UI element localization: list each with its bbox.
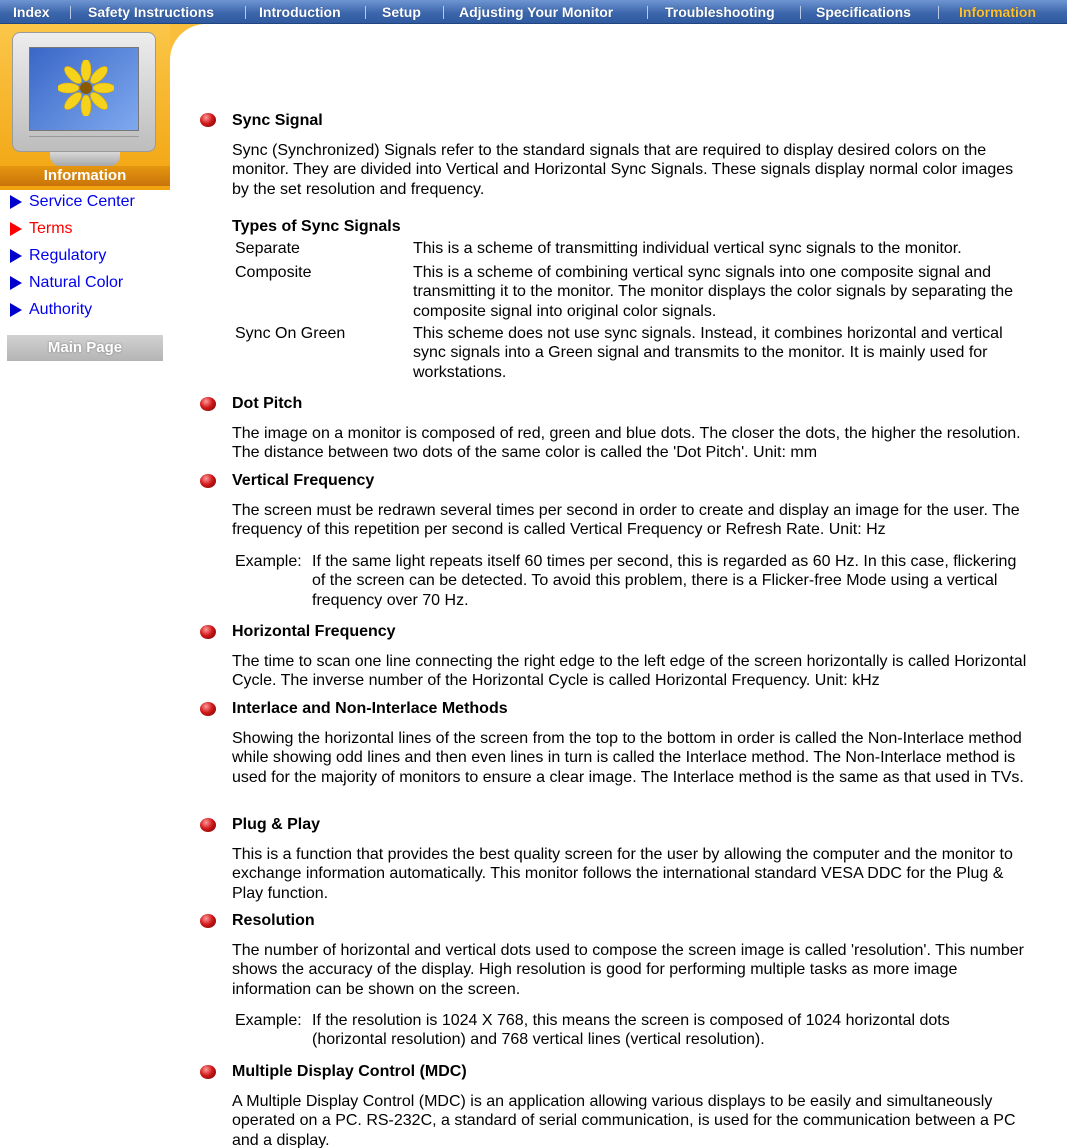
bullet-icon bbox=[200, 397, 216, 411]
section-text-vertical-frequency: The screen must be redrawn several times per second in order to create and display an image for the user. The frequency of this repetition per second is called Vertical Frequency or Refresh Rate. Unit: Hz bbox=[232, 502, 1020, 539]
nav-introduction[interactable]: Introduction bbox=[259, 4, 341, 20]
bullet-icon bbox=[200, 914, 216, 928]
section-text-sync-signal: Sync (Synchronized) Signals refer to the standard signals that are required to display desired colors on the monitor. They are divided into Vertical and Horizontal Sync Signals. These signals display normal color images by the set resolution and frequency. bbox=[232, 142, 1014, 198]
sidebar-item-label: Service Center bbox=[29, 193, 135, 210]
nav-adjusting-your-monitor[interactable]: Adjusting Your Monitor bbox=[459, 4, 614, 20]
nav-troubleshooting[interactable]: Troubleshooting bbox=[665, 4, 775, 20]
main-page-button[interactable]: Main Page bbox=[7, 335, 163, 361]
section-text-horizontal-frequency: The time to scan one line connecting the right edge to the left edge of the screen horizontally is called Horizontal Cycle. The inverse number of the Horizontal Cycle is called Horizontal Frequency. Unit: kHz bbox=[232, 653, 1027, 690]
sidebar-item-label: Natural Color bbox=[29, 274, 124, 291]
section-text-dot-pitch: The image on a monitor is composed of red, green and blue dots. The closer the dots, the higher the resolution. The distance between two dots of the same color is called the 'Dot Pitch'. Unit: mm bbox=[232, 425, 1021, 462]
example-text-vertical-frequency: If the same light repeats itself 60 times per second, this is regarded as 60 Hz. In this case, flickering of the screen can be detected. To avoid this problem, there is a Flicker-free Mode using a vertical frequency over 70 Hz. bbox=[312, 553, 1017, 609]
bullet-icon bbox=[200, 625, 216, 639]
sidebar-item-label: Terms bbox=[29, 220, 73, 237]
sync-type-name: Sync On Green bbox=[235, 325, 346, 342]
sidebar-section-label: Information bbox=[0, 166, 170, 186]
bullet-icon bbox=[200, 1065, 216, 1079]
bullet-icon bbox=[200, 818, 216, 832]
example-label: Example: bbox=[235, 1012, 302, 1029]
section-title-plug-and-play: Plug & Play bbox=[232, 816, 321, 833]
bullet-icon bbox=[200, 113, 216, 127]
section-title-horizontal-frequency: Horizontal Frequency bbox=[232, 623, 396, 640]
example-text-resolution: If the resolution is 1024 X 768, this means the screen is composed of 1024 horizontal dots (horizontal resolution) and 768 vertical lines (vertical resolution). bbox=[312, 1012, 950, 1049]
sidebar-item-label: Authority bbox=[29, 301, 93, 318]
sync-type-description: This is a scheme of combining vertical sync signals into one composite signal and transmitting it to the monitor. The monitor displays the color signals by separating the composite signal into original color signals. bbox=[413, 264, 1014, 320]
section-title-resolution: Resolution bbox=[232, 912, 315, 929]
section-text-plug-and-play: This is a function that provides the best quality screen for the user by allowing the computer and the monitor to exchange information automatically. This monitor follows the international standard VESA DDC for the Plug & Play function. bbox=[232, 846, 1013, 902]
sync-type-name: Separate bbox=[235, 240, 300, 257]
nav-safety-instructions[interactable]: Safety Instructions bbox=[88, 4, 215, 20]
sidebar-item-label: Regulatory bbox=[29, 247, 107, 264]
nav-index[interactable]: Index bbox=[13, 4, 50, 20]
bullet-icon bbox=[200, 474, 216, 488]
section-title-interlace: Interlace and Non-Interlace Methods bbox=[232, 700, 508, 717]
nav-specifications[interactable]: Specifications bbox=[816, 4, 911, 20]
sync-type-description: This scheme does not use sync signals. Instead, it combines horizontal and vertical sync signals into a Green signal and transmits to the monitor. It is mainly used for workstations. bbox=[413, 325, 1003, 381]
section-text-interlace: Showing the horizontal lines of the screen from the top to the bottom in order is called the Non-Interlace method while showing odd lines and then even lines in turn is called the Interlace method. The Non-Interlace method is used for the majority of monitors to ensure a clear image. The Interlace method is the same as that used in TVs. bbox=[232, 730, 1024, 786]
section-title-dot-pitch: Dot Pitch bbox=[232, 395, 303, 412]
example-label: Example: bbox=[235, 553, 302, 570]
sync-type-name: Composite bbox=[235, 264, 312, 281]
section-text-mdc: A Multiple Display Control (MDC) is an application allowing various displays to be easily and simultaneously operated on a PC. RS-232C, a standard of serial communication, is used for the communication between a PC and a display. bbox=[232, 1093, 1016, 1148]
sync-type-description: This is a scheme of transmitting individual vertical sync signals to the monitor. bbox=[413, 240, 962, 257]
nav-information[interactable]: Information bbox=[959, 4, 1036, 20]
section-text-resolution: The number of horizontal and vertical dots used to compose the screen image is called 'resolution'. This number shows the accuracy of the display. High resolution is good for performing multiple tasks as more image information can be shown on the screen. bbox=[232, 942, 1025, 998]
section-title-mdc: Multiple Display Control (MDC) bbox=[232, 1063, 467, 1080]
bullet-icon bbox=[200, 702, 216, 716]
sync-types-title: Types of Sync Signals bbox=[232, 218, 401, 235]
section-title-vertical-frequency: Vertical Frequency bbox=[232, 472, 375, 489]
section-title-sync-signal: Sync Signal bbox=[232, 112, 323, 129]
nav-setup[interactable]: Setup bbox=[382, 4, 421, 20]
